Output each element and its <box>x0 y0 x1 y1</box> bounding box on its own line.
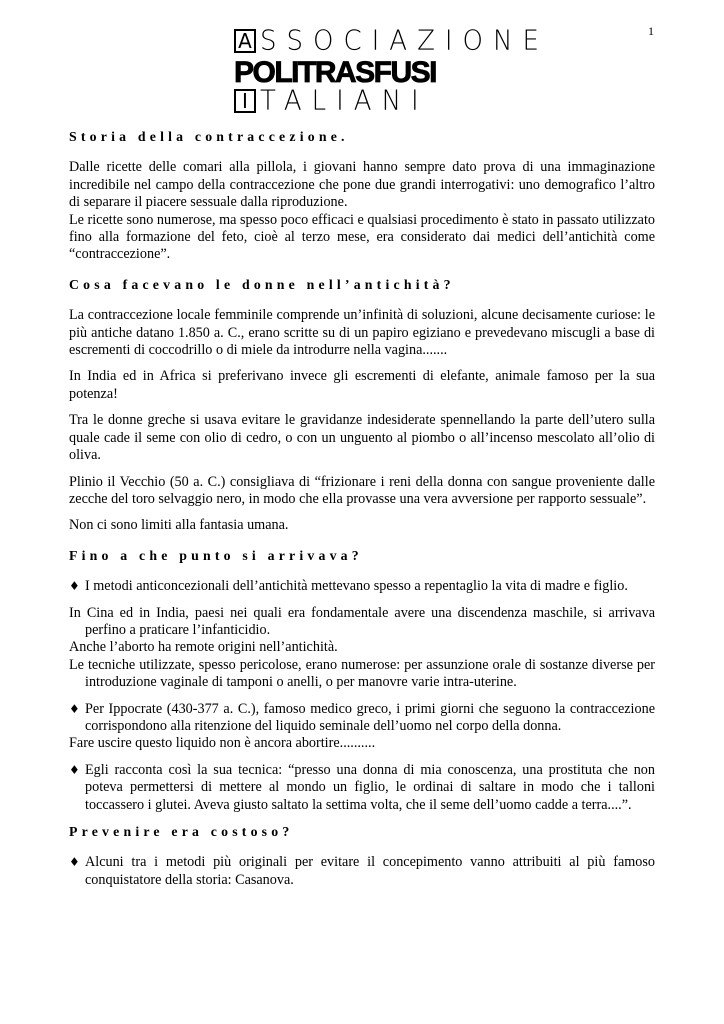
association-logo <box>234 25 549 118</box>
paragraph: Dalle ricette delle comari alla pillola, i giovani hanno sempre dato prova di una immaginazione incredibile nel campo della contraccezione che pone due grandi interrogativi: uno demografico l’altro di separare il piacere sessuale dalla riproduzione. <box>69 159 655 211</box>
diamond-bullet-icon: ♦ <box>69 579 80 594</box>
paragraph: Le tecniche utilizzate, spesso pericolose, erano numerose: per assunzione orale di sostanze diverse per introduzione vaginale di tamponi o anelli, o per manovre varie intra-uterine. <box>69 656 655 691</box>
logo-text-1: SSOCIAZIONE <box>260 25 549 57</box>
diamond-bullet-icon: ♦ <box>69 855 80 870</box>
paragraph: In India ed in Africa si preferivano invece gli escrementi di elefante, animale famoso per la sua potenza! <box>69 368 655 402</box>
bullet-text: I metodi anticoncezionali dell’antichità mettevano spesso a repentaglio la vita di madre e figlio. <box>85 578 628 595</box>
paragraph: Non ci sono limiti alla fantasia umana. <box>69 517 289 534</box>
bullet-item <box>69 578 655 595</box>
paragraph: La contraccezione locale femminile comprende un’infinità di soluzioni, alcune decisamente curiose: le più antiche datano 1.850 a. C., erano scritte su di un papiro egiziano e prevedevano miscugli a base di escrementi di coccodrillo o di miele da introdurre nella vagina....... <box>69 307 655 359</box>
logo-line-3 <box>234 85 429 117</box>
bullet-item <box>69 854 655 889</box>
paragraph: In Cina ed in India, paesi nei quali era fondamentale avere una discendenza maschile, si arrivava perfino a praticare l’infanticidio. <box>69 604 655 638</box>
section-heading-storia: Storia della contraccezione. <box>69 129 349 144</box>
section-heading-fino: Fino a che punto si arrivava? <box>69 547 363 563</box>
logo-initial-i: I <box>234 89 256 113</box>
logo-line-2 <box>234 58 436 88</box>
paragraph: Tra le donne greche si usava evitare le gravidanze indesiderate spennellando la parte dell’utero sulla quale cade il seme con olio di cedro, o con un unguento al piombo o all’incenso mescolato all’olio di oliva. <box>69 412 655 464</box>
diamond-bullet-icon: ♦ <box>69 762 80 777</box>
bullet-text: Per Ippocrate (430-377 a. C.), famoso medico greco, i primi giorni che seguono la contraccezione corrispondono alla ritenzione del liquido seminale dell’uomo nel corpo della donna. <box>85 700 655 734</box>
section-heading-prevenire: Prevenire era costoso? <box>69 824 294 839</box>
section-heading-antichita: Cosa facevano le donne nell’antichità? <box>69 276 455 292</box>
bullet-text: Alcuni tra i metodi più originali per evitare il concepimento vanno attribuiti al più famoso conquistatore della storia: Casanova. <box>85 854 655 888</box>
bullet-item <box>69 701 655 736</box>
bullet-text: Egli racconta così la sua tecnica: “presso una donna di mia conoscenza, una prostituta che non poteva permettersi di mettere al mondo un figlio, le ordinai di saltare in modo che i talloni toccassero i glutei. Aveva giusto saltato la settima volta, che il seme dell’uomo cadde a terra....”. <box>85 761 655 813</box>
paragraph: Fare uscire questo liquido non è ancora abortire.......... <box>69 735 376 752</box>
paragraph: Le ricette sono numerose, ma spesso poco efficaci e qualsiasi procedimento è stato in passato utilizzato fino alla formazione del feto, cioè al terzo mese, era considerato dai medici dell’antichità come “contraccezione”. <box>69 211 655 263</box>
logo-text-2: POLITRASFUSI <box>234 56 437 89</box>
diamond-bullet-icon: ♦ <box>69 701 80 716</box>
document-body <box>69 128 655 889</box>
logo-initial-a: A <box>234 29 256 53</box>
page-number: 1 <box>648 24 654 38</box>
logo-text-3: TALIANI <box>260 85 429 117</box>
paragraph: Anche l’aborto ha remote origini nell’antichità. <box>69 639 338 656</box>
logo-line-1 <box>234 25 549 57</box>
bullet-item <box>69 762 655 814</box>
paragraph: Plinio il Vecchio (50 a. C.) consigliava di “frizionare i reni della donna con sangue proveniente dalle zecche del toro selvaggio nero, in modo che ella provasse una vera avversione per rapporto sessuale”. <box>69 473 655 507</box>
